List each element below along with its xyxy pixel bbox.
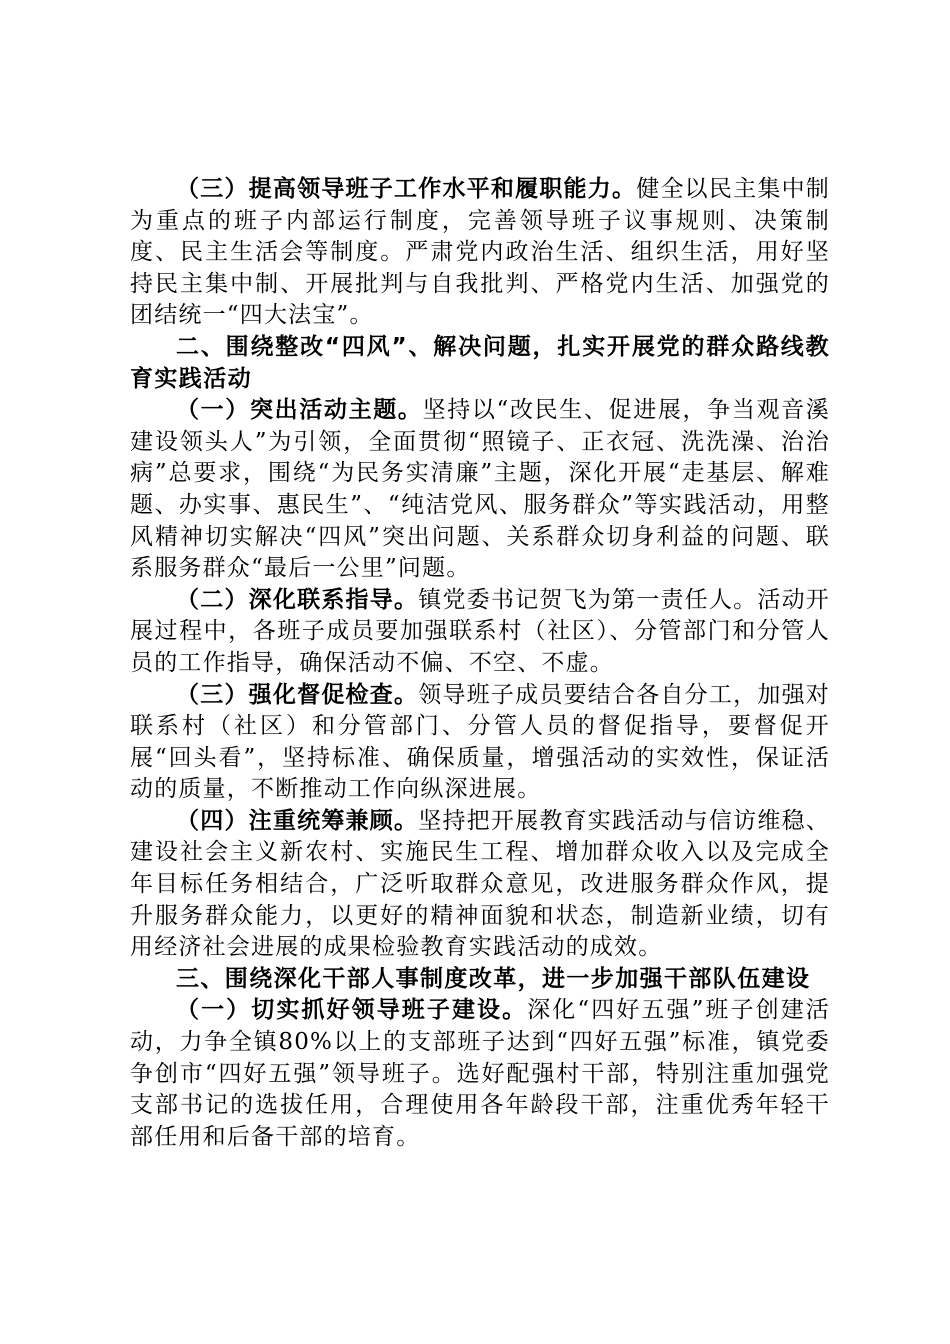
paragraph-activity-theme: [130, 395, 830, 585]
item-text: 镇党委书记贺飞为第一责任人。活动开展过程中，各班子成员要加强联系村（社区）、分管部门和分管人员的工作指导，确保活动不偏、不空、不虚。: [130, 586, 830, 676]
paragraph-leadership-capability: [130, 174, 830, 332]
item-text: 坚持以“改民生、促进展，争当观音溪建设领头人”为引领，全面贯彻“照镜子、正衣冠、洗洗澡、治治病”总要求，围绕“为民务实清廉”主题，深化开展“走基层、解难题、办实事、惠民生”、“纯洁党风、服务群众”等实践活动，用整风精神切实解决“四风”突出问题、关系群众切身利益的问题、联系服务群众“最后一公里”问题。: [130, 397, 830, 582]
section-heading-three: 三、围绕深化干部人事制度改革，进一步加强干部队伍建设: [176, 965, 811, 992]
paragraph-leadership-team-building: [130, 995, 830, 1153]
item-title: （一）突出活动主题。: [176, 397, 423, 424]
item-text: 坚持把开展教育实践活动与信访维稳、建设社会主义新农村、实施民生工程、增加群众收入以及完成全年目标任务相结合，广泛听取群众意见，改进服务群众作风，提升服务群众能力，以更好的精神面貌和状态，制造新业绩，切有用经济社会进展的成果检验教育实践活动的成效。: [130, 807, 830, 961]
item-title: （三）强化督促检查。: [176, 681, 419, 708]
item-text: 深化“四好五强”班子创建活动，力争全镇80%以上的支部班子达到“四好五强”标准，镇党委争创市“四好五强”领导班子。选好配强村干部，特别注重加强党支部书记的选拔任用，合理使用各年龄段干部，注重优秀年轻干部任用和后备干部的培育。: [130, 997, 830, 1150]
item-text: 健全以民主集中制为重点的班子内部运行制度，完善领导班子议事规则、决策制度、民主生活会等制度。严肃党内政治生活、组织生活，用好坚持民主集中制、开展批判与自我批判、严格党内生活、加强党的团结统一“四大法宝”。: [130, 176, 830, 329]
item-title: （四）注重统筹兼顾。: [176, 807, 419, 834]
section-heading-two: 二、围绕整改“四风”、解决问题，扎实开展党的群众路线教育实践活动: [130, 333, 830, 392]
document-body: [130, 174, 830, 1153]
item-title: （二）深化联系指导。: [176, 586, 419, 613]
item-text: 领导班子成员要结合各自分工，加强对联系村（社区）和分管部门、分管人员的督促指导，要督促开展“回头看”，坚持标准、确保质量，增强活动的实效性，保证活动的质量，不断推动工作向纵深进展。: [130, 681, 830, 803]
paragraph-supervision-inspection: [130, 680, 830, 806]
item-title: （三）提高领导班子工作水平和履职能力。: [176, 176, 637, 202]
paragraph-contact-guidance: [130, 585, 830, 680]
paragraph-overall-planning: [130, 806, 830, 964]
item-title: （一）切实抓好领导班子建设。: [176, 997, 528, 1024]
